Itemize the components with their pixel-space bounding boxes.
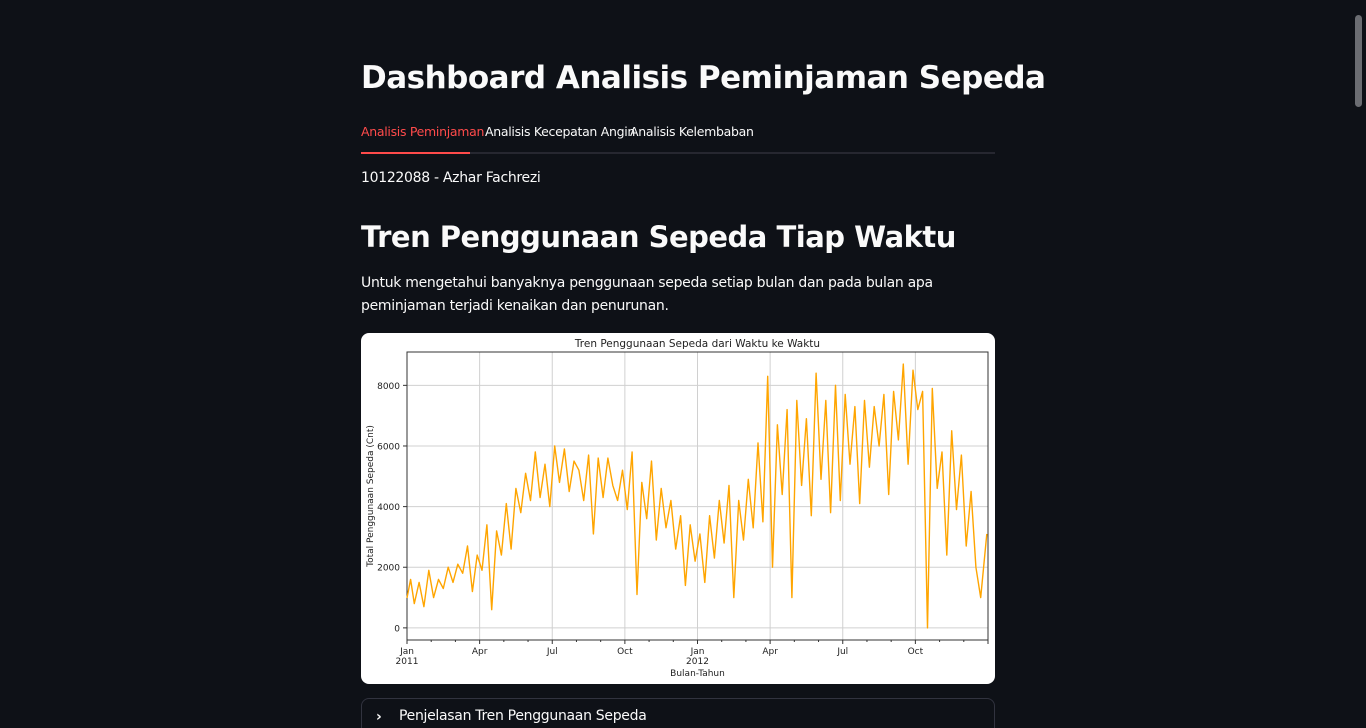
section-title: Tren Penggunaan Sepeda Tiap Waktu: [361, 220, 956, 254]
tab-analisis-peminjaman[interactable]: Analisis Peminjaman: [361, 124, 485, 139]
y-tick-label: 0: [394, 624, 400, 635]
y-tick-label: 4000: [377, 503, 400, 514]
line-chart: [361, 333, 995, 684]
x-tick-label: Jul: [546, 647, 558, 657]
x-tick-label: Jul: [837, 647, 849, 657]
page-scrollbar[interactable]: [1355, 15, 1362, 107]
tab-bar: [361, 118, 995, 154]
y-tick-label: 8000: [377, 381, 400, 392]
section-description: Untuk mengetahui banyaknya penggunaan sepeda setiap bulan dan pada bulan apa peminjaman terjadi kenaikan dan penurunan.: [361, 275, 933, 314]
x-axis-label: Bulan-Tahun: [670, 669, 725, 679]
x-tick-label: Apr: [762, 647, 778, 657]
x-tick-label: Apr: [471, 647, 488, 657]
y-tick-label: 6000: [377, 442, 400, 453]
tab-analisis-kecepatan-angin[interactable]: Analisis Kecepatan Angin: [485, 124, 636, 139]
series-line: [407, 364, 987, 628]
author-text: 10122088 - Azhar Fachrezi: [361, 170, 541, 186]
y-tick-label: 2000: [377, 563, 400, 574]
chevron-right-icon: ›: [376, 709, 382, 725]
explanation-expander[interactable]: [361, 698, 995, 728]
x-tick-label: 2011: [395, 657, 419, 667]
x-tick-label: Jan: [400, 647, 414, 657]
x-tick-label: Oct: [617, 647, 633, 657]
y-axis-label: Total Penggunaan Sepeda (Cnt): [366, 425, 376, 567]
chart-container: [361, 333, 995, 684]
tab-analisis-kelembaban[interactable]: Analisis Kelembaban: [630, 124, 754, 139]
x-tick-label: 2012: [686, 657, 709, 667]
x-tick-label: Oct: [907, 647, 924, 657]
chart-title: Tren Penggunaan Sepeda dari Waktu ke Waktu: [574, 338, 821, 350]
page-title: Dashboard Analisis Peminjaman Sepeda: [361, 60, 1046, 96]
x-tick-label: Jan: [690, 647, 705, 657]
active-tab-indicator: [361, 152, 470, 154]
expander-label: Penjelasan Tren Penggunaan Sepeda: [399, 708, 647, 724]
